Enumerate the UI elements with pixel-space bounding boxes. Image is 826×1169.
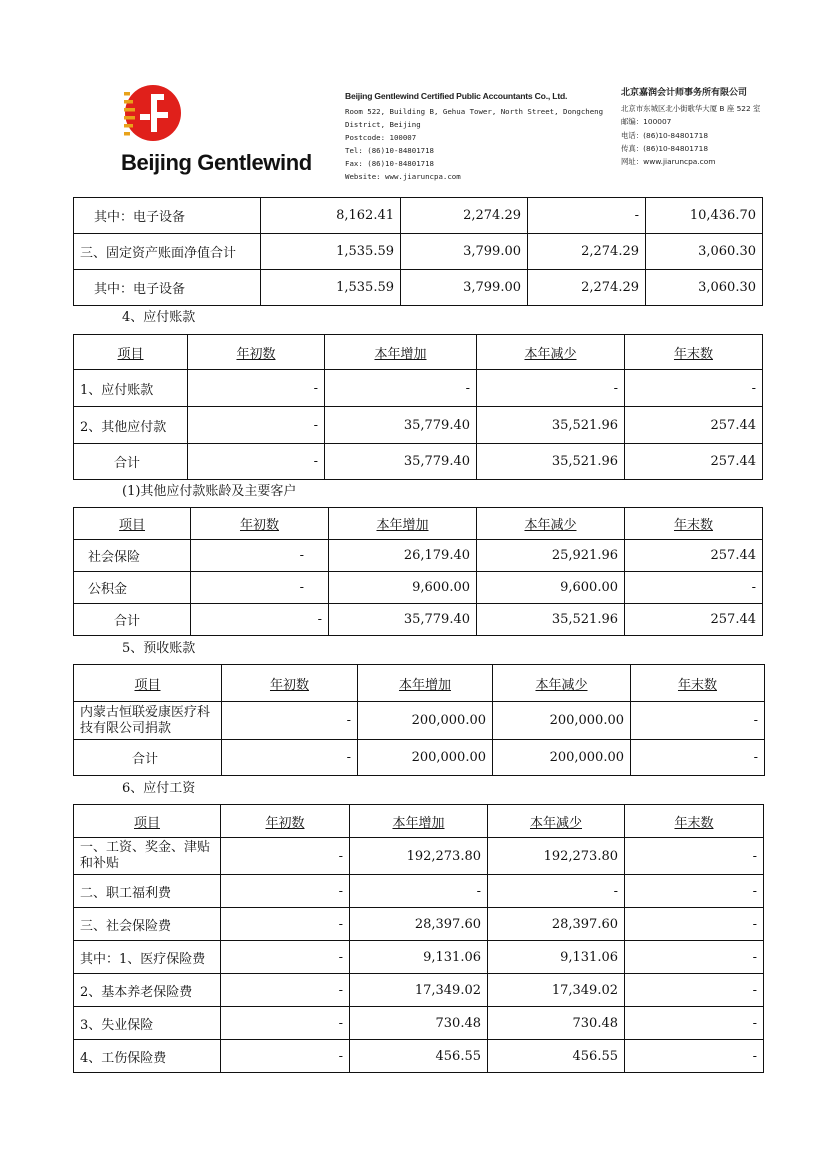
cell-value: 35,521.96 <box>477 444 625 480</box>
cell-value: 3,799.00 <box>401 270 528 306</box>
row-label: 2、其他应付款 <box>74 407 188 444</box>
column-header: 年末数 <box>625 508 763 540</box>
table-header-row <box>74 665 765 702</box>
firm-chinese-info <box>621 87 760 168</box>
table-row <box>74 540 763 572</box>
table-row <box>74 604 763 636</box>
cell-value: - <box>625 1040 764 1073</box>
cell-value: - <box>222 740 358 776</box>
row-label: 3、失业保险 <box>74 1007 221 1040</box>
cell-value: 3,060.30 <box>646 270 763 306</box>
table-row <box>74 572 763 604</box>
cell-value: - <box>221 941 350 974</box>
cell-value: 200,000.00 <box>493 740 631 776</box>
column-header: 项目 <box>74 665 222 702</box>
cell-value: 17,349.02 <box>350 974 488 1007</box>
table-header-row <box>74 805 764 838</box>
cell-value: - <box>221 875 350 908</box>
table-row <box>74 974 764 1007</box>
cell-value: 1,535.59 <box>261 270 401 306</box>
cell-value: 28,397.60 <box>350 908 488 941</box>
cell-value: - <box>625 572 763 604</box>
table-row <box>74 702 765 740</box>
cell-value: 35,779.40 <box>325 444 477 480</box>
column-header: 本年减少 <box>493 665 631 702</box>
cell-value: 2,274.29 <box>401 198 528 234</box>
column-header: 年初数 <box>191 508 329 540</box>
cell-value: 200,000.00 <box>358 702 493 740</box>
cell-value: 192,273.80 <box>350 838 488 875</box>
cell-value: - <box>631 702 765 740</box>
postcode-line: Postcode: 100007 <box>345 133 417 142</box>
cell-value: 257.44 <box>625 444 763 480</box>
firm-english-info <box>345 90 603 183</box>
cell-value: - <box>221 1007 350 1040</box>
cell-value: - <box>188 407 325 444</box>
company-logo-icon <box>124 84 182 142</box>
cell-value: - <box>325 370 477 407</box>
cell-value: 456.55 <box>488 1040 625 1073</box>
cell-value: - <box>188 370 325 407</box>
table-row <box>74 270 763 306</box>
fixed-assets-table <box>73 197 763 306</box>
section-title: 5、预收账款 <box>122 641 196 656</box>
cell-value: - <box>221 1040 350 1073</box>
row-label: 2、基本养老保险费 <box>74 974 221 1007</box>
cell-value: - <box>191 572 329 604</box>
row-label: 4、工伤保险费 <box>74 1040 221 1073</box>
cell-value: 10,436.70 <box>646 198 763 234</box>
column-header: 本年增加 <box>329 508 477 540</box>
column-header: 年初数 <box>222 665 358 702</box>
row-label: 一、工资、奖金、津贴和补贴 <box>74 838 221 875</box>
column-header: 年初数 <box>188 335 325 370</box>
section-title: (1)其他应付款账龄及主要客户 <box>122 484 297 499</box>
column-header: 本年减少 <box>477 335 625 370</box>
table-row <box>74 875 764 908</box>
column-header: 本年增加 <box>325 335 477 370</box>
row-label: 三、社会保险费 <box>74 908 221 941</box>
cell-value: 257.44 <box>625 540 763 572</box>
row-label: 三、固定资产账面净值合计 <box>74 234 261 270</box>
cn-fax-line: 传真：(86)10-84801718 <box>621 143 709 153</box>
cn-tel-line: 电话：(86)10-84801718 <box>621 130 709 140</box>
cell-value: 3,060.30 <box>646 234 763 270</box>
cell-value: 28,397.60 <box>488 908 625 941</box>
table-row <box>74 370 763 407</box>
wages-payable-table <box>73 804 764 1073</box>
website-line: Website: www.jiaruncpa.com <box>345 172 461 181</box>
cell-value: 200,000.00 <box>493 702 631 740</box>
address-line: District, Beijing <box>345 120 421 129</box>
cell-value: 35,779.40 <box>329 604 477 636</box>
cell-value: 730.48 <box>350 1007 488 1040</box>
column-header: 年末数 <box>625 805 764 838</box>
cell-value: - <box>221 974 350 1007</box>
tel-line: Tel: (86)10-84801718 <box>345 146 434 155</box>
firm-name-cn: 北京嘉润会计师事务所有限公司 <box>621 88 748 98</box>
table-row <box>74 1040 764 1073</box>
payables-table <box>73 334 763 480</box>
cell-value: 35,521.96 <box>477 604 625 636</box>
column-header: 本年增加 <box>358 665 493 702</box>
cell-value: - <box>625 941 764 974</box>
table-row <box>74 941 764 974</box>
cell-value: - <box>221 908 350 941</box>
cell-value: - <box>631 740 765 776</box>
cell-value: 26,179.40 <box>329 540 477 572</box>
cell-value: 9,131.06 <box>350 941 488 974</box>
cn-postcode-line: 邮编：100007 <box>621 117 672 127</box>
cell-value: 257.44 <box>625 604 763 636</box>
cn-address-line: 北京市东城区北小街歌华大厦 B 座 522 室 <box>621 104 761 114</box>
cell-value: 9,600.00 <box>477 572 625 604</box>
column-header: 本年减少 <box>477 508 625 540</box>
firm-name-en: Beijing Gentlewind Certified Public Accountants Co., Ltd. <box>345 91 568 101</box>
cell-value: 3,799.00 <box>401 234 528 270</box>
cell-value: - <box>188 444 325 480</box>
cell-value: 192,273.80 <box>488 838 625 875</box>
cell-value: - <box>488 875 625 908</box>
cell-value: 730.48 <box>488 1007 625 1040</box>
address-line: Room 522, Building B, Gehua Tower, North Street, Dongcheng <box>345 107 604 116</box>
cell-value: 200,000.00 <box>358 740 493 776</box>
row-label: 二、职工福利费 <box>74 875 221 908</box>
row-label: 其中：电子设备 <box>74 270 261 306</box>
column-header: 本年减少 <box>488 805 625 838</box>
table-row <box>74 740 765 776</box>
cell-value: - <box>191 604 329 636</box>
table-row <box>74 198 763 234</box>
section-title: 6、应付工资 <box>122 781 196 796</box>
advances-table <box>73 664 765 776</box>
column-header: 项目 <box>74 805 221 838</box>
column-header: 项目 <box>74 508 191 540</box>
cell-value: - <box>477 370 625 407</box>
cell-value: 257.44 <box>625 407 763 444</box>
cell-value: - <box>350 875 488 908</box>
cell-value: - <box>625 1007 764 1040</box>
row-label: 1、应付账款 <box>74 370 188 407</box>
cell-value: 2,274.29 <box>528 234 646 270</box>
cell-value: 9,600.00 <box>329 572 477 604</box>
table-row <box>74 1007 764 1040</box>
fax-line: Fax: (86)10-84801718 <box>345 159 434 168</box>
column-header: 项目 <box>74 335 188 370</box>
table-row <box>74 838 764 875</box>
cell-value: 456.55 <box>350 1040 488 1073</box>
cell-value: - <box>625 875 764 908</box>
cell-value: 9,131.06 <box>488 941 625 974</box>
cell-value: 35,779.40 <box>325 407 477 444</box>
row-label: 其中：电子设备 <box>74 198 261 234</box>
cn-website-line: 网址：www.jiaruncpa.com <box>621 157 716 167</box>
row-label: 合计 <box>74 604 191 636</box>
cell-value: 2,274.29 <box>528 270 646 306</box>
brand-name: Beijing Gentlewind <box>121 150 312 175</box>
row-label: 公积金 <box>74 572 191 604</box>
row-label: 合计 <box>74 444 188 480</box>
table-header-row <box>74 335 763 370</box>
other-payables-table <box>73 507 763 636</box>
table-row <box>74 444 763 480</box>
cell-value: - <box>191 540 329 572</box>
section-title: 4、应付账款 <box>122 310 196 325</box>
table-row <box>74 234 763 270</box>
cell-value: 1,535.59 <box>261 234 401 270</box>
column-header: 年末数 <box>631 665 765 702</box>
row-label: 社会保险 <box>74 540 191 572</box>
cell-value: - <box>222 702 358 740</box>
cell-value: 17,349.02 <box>488 974 625 1007</box>
cell-value: - <box>625 908 764 941</box>
table-row <box>74 407 763 444</box>
cell-value: - <box>625 838 764 875</box>
cell-value: - <box>625 974 764 1007</box>
table-header-row <box>74 508 763 540</box>
cell-value: - <box>528 198 646 234</box>
row-label: 合计 <box>74 740 222 776</box>
table-row <box>74 908 764 941</box>
column-header: 本年增加 <box>350 805 488 838</box>
cell-value: - <box>221 838 350 875</box>
column-header: 年末数 <box>625 335 763 370</box>
row-label: 内蒙古恒联爱康医疗科技有限公司捐款 <box>74 702 222 740</box>
cell-value: 8,162.41 <box>261 198 401 234</box>
cell-value: 25,921.96 <box>477 540 625 572</box>
column-header: 年初数 <box>221 805 350 838</box>
cell-value: 35,521.96 <box>477 407 625 444</box>
row-label: 其中：1、医疗保险费 <box>74 941 221 974</box>
cell-value: - <box>625 370 763 407</box>
